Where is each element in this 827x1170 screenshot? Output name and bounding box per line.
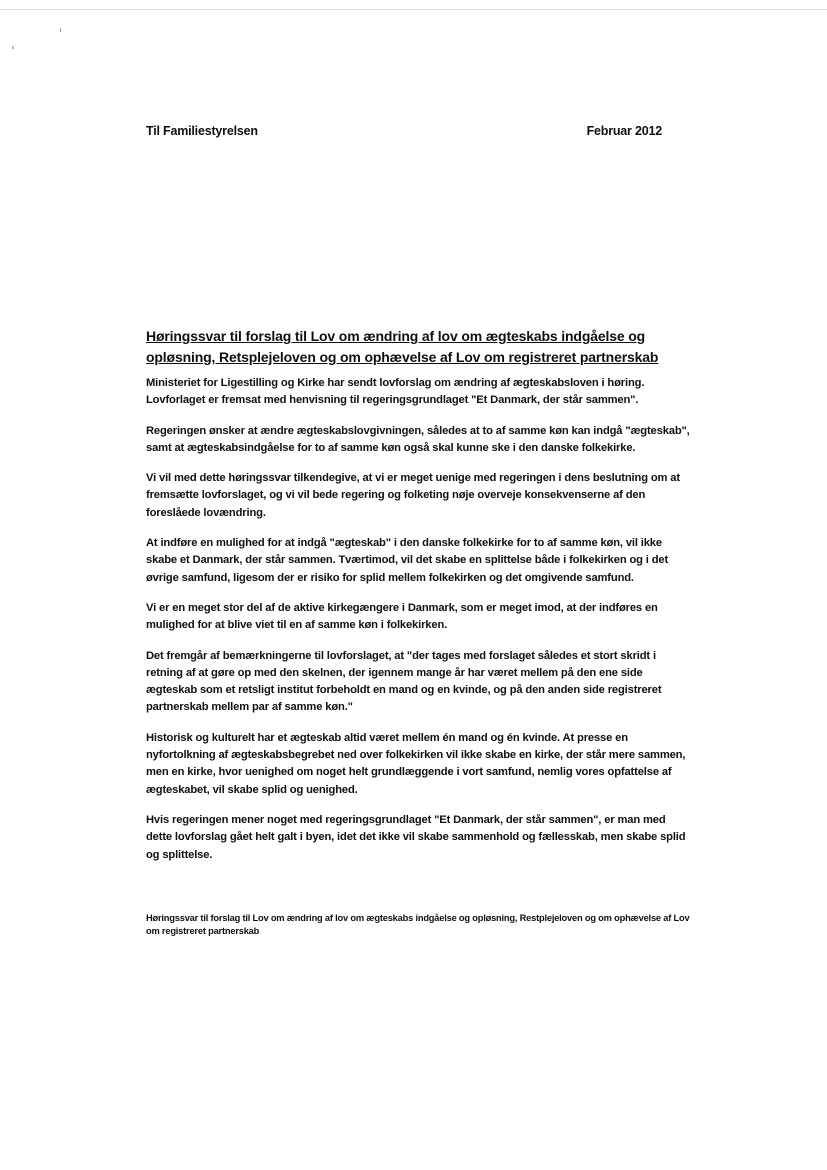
- document-title: Høringssvar til forslag til Lov om ændring af lov om ægteskabs indgåelse og opløsning, Retsplejeloven og om ophævelse af Lov om registreret partnerskab: [146, 328, 659, 365]
- body-paragraph: Hvis regeringen mener noget med regeringsgrundlaget "Et Danmark, der står sammen", er man med dette lovforslag gået helt galt i byen, idet det ikke vil skabe sammenhold og fællesskab, men skabe splid og splittelse.: [146, 813, 686, 861]
- body-paragraph: Ministeriet for Ligestilling og Kirke har sendt lovforslag om ændring af ægteskabsloven i høring. Lovforlaget er fremsat med henvisning til regeringsgrundlaget "Et Danmark, der står sammen".: [146, 377, 645, 407]
- body-paragraph: At indføre en mulighed for at indgå "ægteskab" i den danske folkekirke for to af samme køn, vil ikke skabe et Danmark, der står sammen. Tværtimod, vil det skabe en splittelse både i folkekirken og i det øvrige samfund, ligesom der er risiko for splid mellem folkekirken og det omgivende samfund.: [146, 537, 669, 584]
- body-paragraph: Det fremgår af bemærkningerne til lovforslaget, at "der tages med forslaget således et stort skridt i retning af at gøre op med den skelnen, der igennem mange år har været mellem på den ene side ægteskab som et retsligt institut forbeholdt en mand og en kvinde, og på den anden side registreret partnerskab mellem par af samme køn.": [146, 649, 662, 714]
- date-line: Februar 2012: [586, 124, 662, 138]
- body-paragraph: Vi vil med dette høringssvar tilkendegive, at vi er meget uenige med regeringen i dens beslutning om at fremsætte lovforslaget, og vi vil bede regering og folketing nøje overveje konsekvenserne af den foreslåede lovændring.: [146, 472, 680, 519]
- page-footer: Høringssvar til forslag til Lov om ændring af lov om ægteskabs indgåelse og opløsning, Restplejeloven og om ophævelse af Lov om registreret partnerskab: [146, 913, 690, 936]
- body-paragraph: Regeringen ønsker at ændre ægteskabslovgivningen, således at to af samme køn kan indgå "ægteskab", samt at ægteskabsindgåelse for to af samme køn også skal kunne ske i den danske folkekirke.: [146, 424, 690, 454]
- scan-speck: [12, 46, 14, 49]
- body-paragraph: Vi er en meget stor del af de aktive kirkegængere i Danmark, som er meget imod, at der indføres en mulighed for at blive viet til en af samme køn i folkekirken.: [146, 601, 658, 632]
- body-paragraph: Historisk og kulturelt har et ægteskab altid været mellem én mand og én kvinde. At presse en nyfortolkning af ægteskabsbegrebet ned over folkekirken vil ikke skabe en kirke, der står mere sammen, men en kirke, hvor uenighed om noget helt grundlæggende i vort samfund, nemlig vores opfattelse af ægteskabet, vil skabe splid og uenighed.: [146, 731, 686, 796]
- scan-edge-line: [0, 9, 827, 10]
- scan-speck: [60, 28, 61, 32]
- recipient-line: Til Familiestyrelsen: [146, 124, 258, 138]
- document-body: [146, 375, 694, 877]
